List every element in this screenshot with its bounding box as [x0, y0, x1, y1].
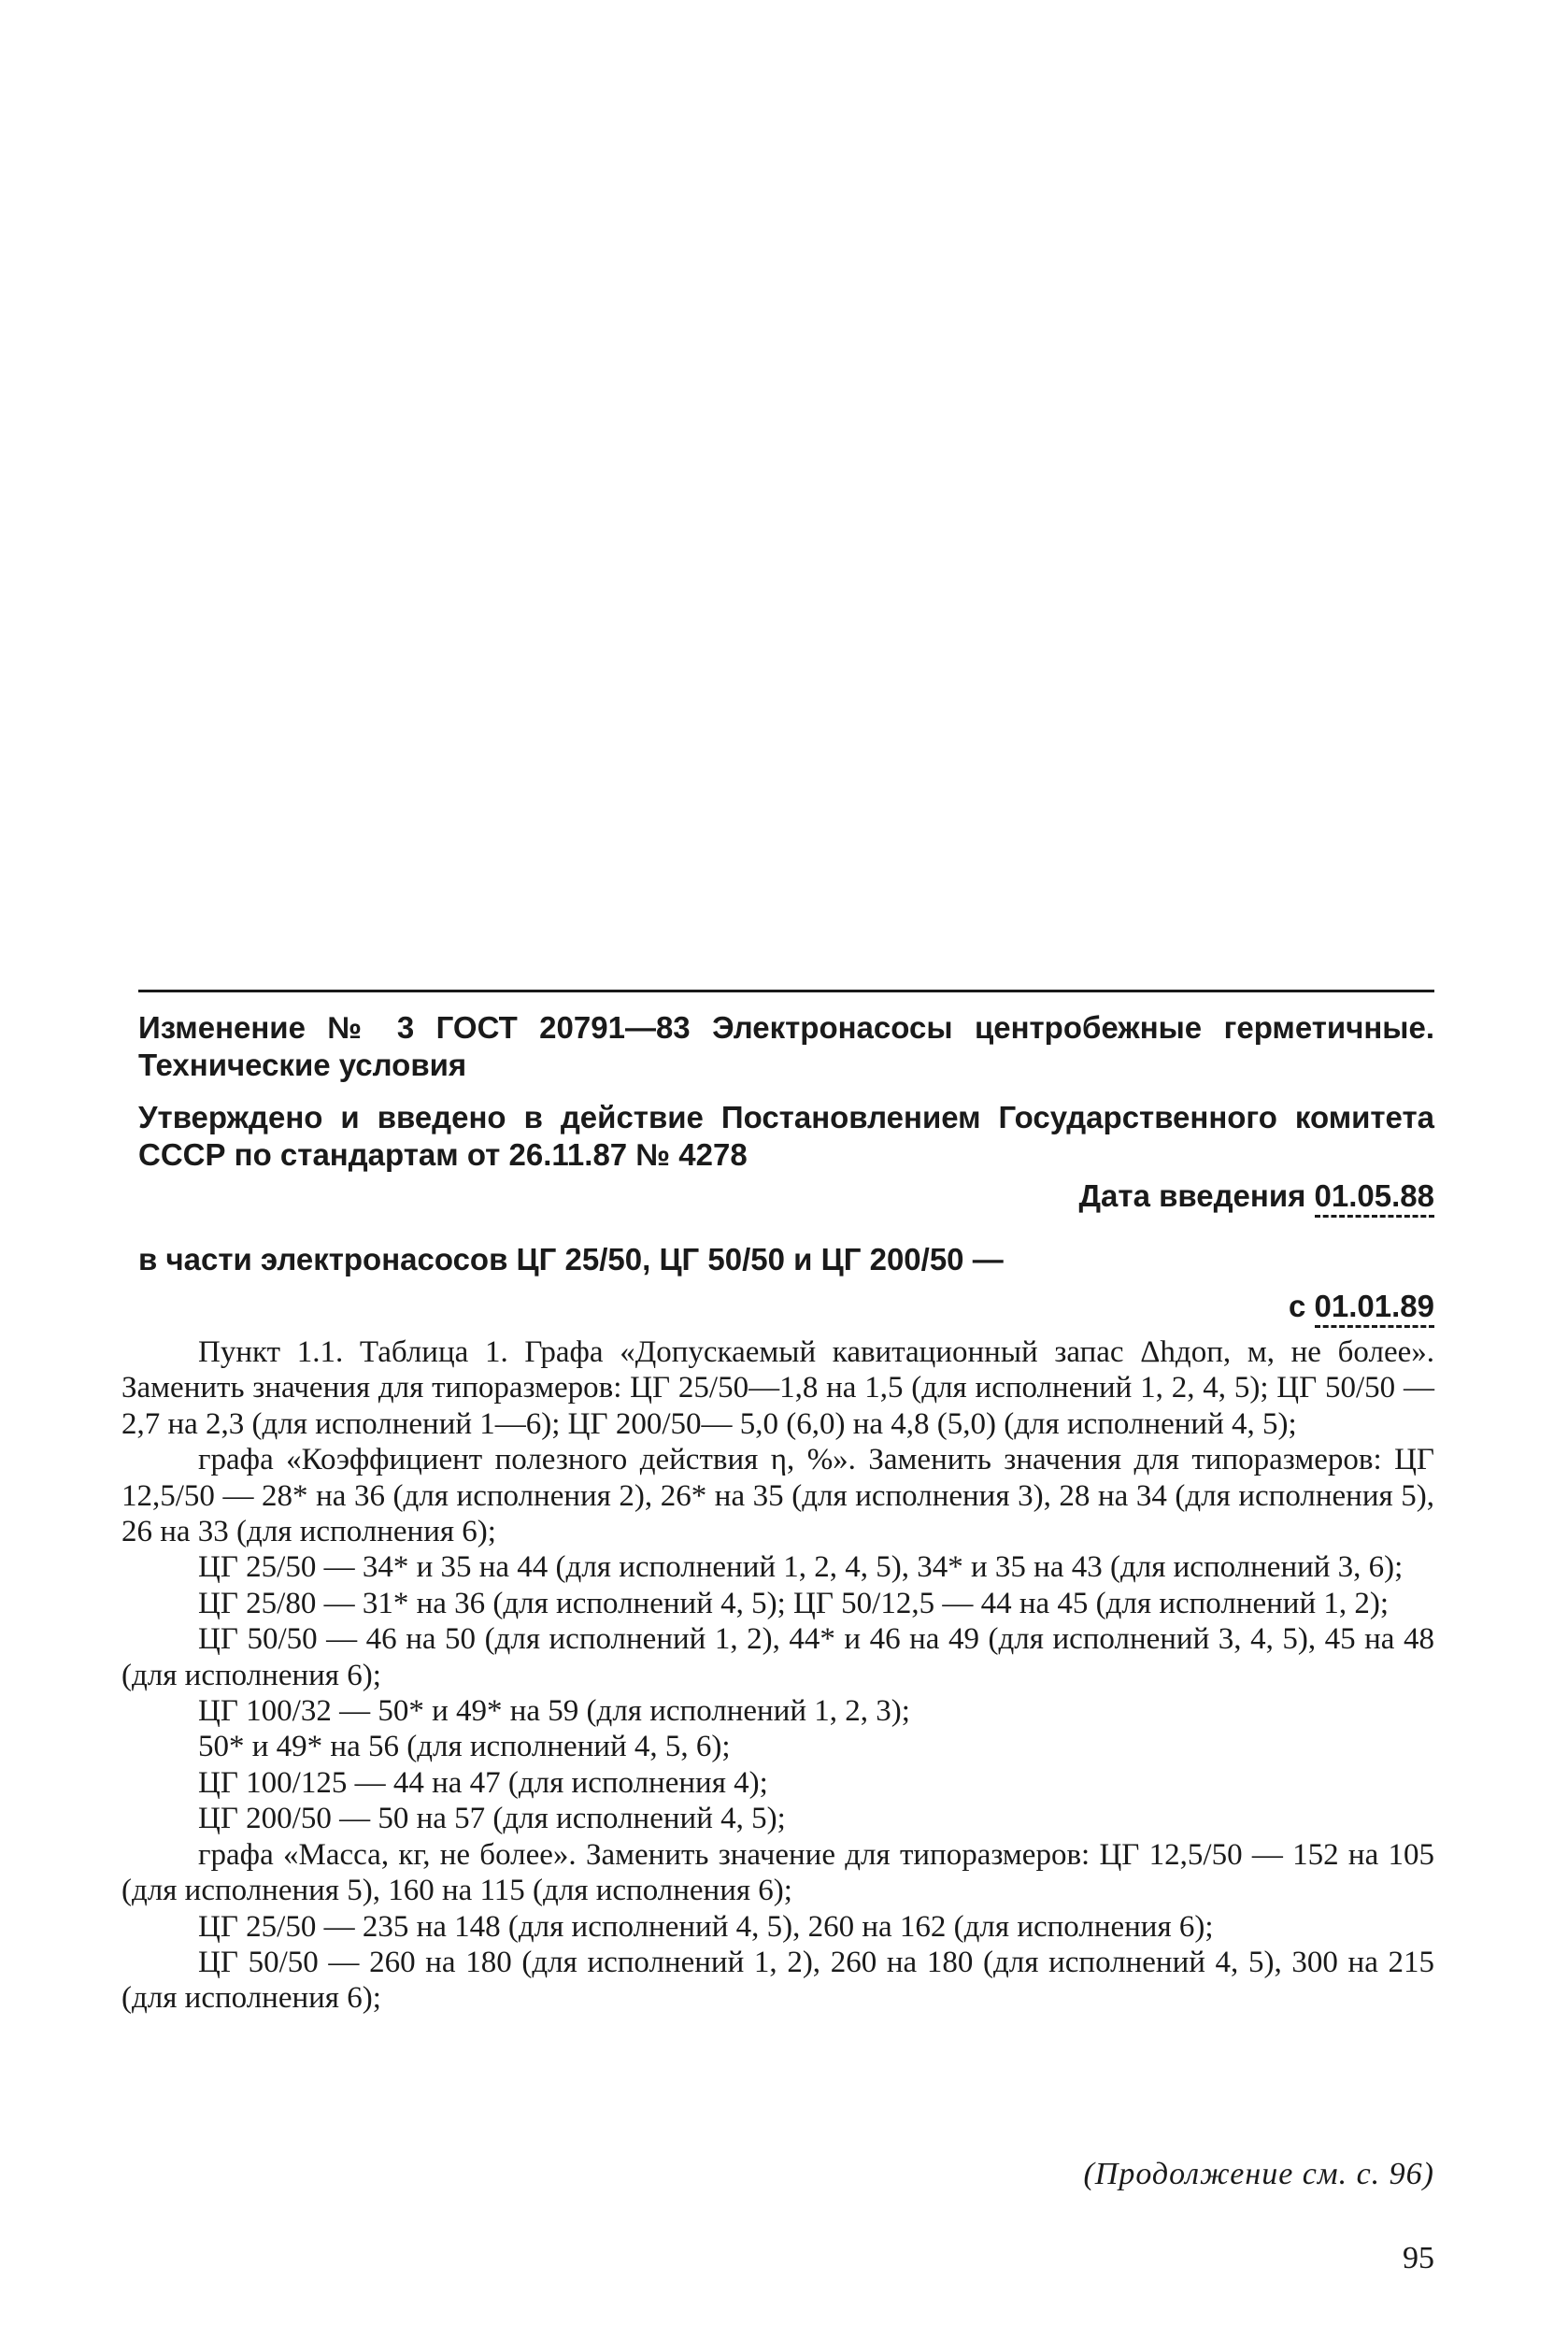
- paragraph: ЦГ 200/50 — 50 на 57 (для исполнений 4, 5);: [198, 1802, 786, 1836]
- paragraph: ЦГ 25/80 — 31* на 36 (для исполнений 4, 5); ЦГ 50/12,5 — 44 на 45 (для исполнений 1, 2);: [198, 1586, 1390, 1620]
- introduction-date: [138, 1177, 1434, 1215]
- paragraph: ЦГ 25/50 — 235 на 148 (для исполнений 4, 5), 260 на 162 (для исполнения 6);: [198, 1909, 1214, 1944]
- paragraph: Пункт 1.1. Таблица 1. Графа «Допускаемый кавитационный запас Δhдоп, м, не более». Заменить значения для типоразмеров: ЦГ 25/50—1,8 на 1,5 (для исполнений 1, 2, 4, 5); ЦГ 50/50 — 2,7 на 2,3 (для исполнений 1—6); ЦГ 200/50— 5,0 (6,0) на 4,8 (5,0) (для исполнений 4, 5);: [121, 1335, 1434, 1441]
- amendment-title: Изменение № 3 ГОСТ 20791—83 Электронасосы центробежные герметичные. Технические условия: [138, 1010, 1434, 1082]
- introduction-date-value: 01.05.88: [1315, 1178, 1434, 1218]
- partial-scope-date-prefix: с: [1289, 1289, 1306, 1323]
- partial-scope-date-value: 01.01.89: [1315, 1289, 1434, 1328]
- paragraph: 50* и 49* на 56 (для исполнений 4, 5, 6);: [198, 1730, 731, 1764]
- amendment-body: [121, 1334, 1434, 2017]
- paragraph: ЦГ 25/50 — 34* и 35 на 44 (для исполнений 1, 2, 4, 5), 34* и 35 на 43 (для исполнений 3, 6);: [198, 1550, 1404, 1585]
- paragraph: ЦГ 100/125 — 44 на 47 (для исполнения 4);: [198, 1765, 768, 1800]
- top-rule: [138, 990, 1434, 992]
- amendment-header: [138, 998, 1434, 1325]
- paragraph: графа «Масса, кг, не более». Заменить значение для типоразмеров: ЦГ 12,5/50 — 152 на 105 (для исполнения 5), 160 на 115 (для исполнения 6);: [121, 1837, 1434, 1908]
- introduction-date-label: Дата введения: [1078, 1178, 1306, 1213]
- paragraph: ЦГ 100/32 — 50* и 49* на 59 (для исполнений 1, 2, 3);: [198, 1694, 910, 1729]
- partial-scope-text: в части электронасосов ЦГ 25/50, ЦГ 50/50 и ЦГ 200/50 —: [138, 1242, 1004, 1276]
- paragraph: графа «Коэффициент полезного действия η, %». Заменить значения для типоразмеров: ЦГ 12,5/50 — 28* на 36 (для исполнения 2), 26* на 35 (для исполнения 3), 28 на 34 (для исполнения 5), 26 на 33 (для исполнения 6);: [121, 1443, 1434, 1549]
- approval-statement: Утверждено и введено в действие Постановлением Государственного комитета СССР по стандартам от 26.11.87 № 4278: [138, 1100, 1434, 1172]
- page-number: 95: [1403, 2241, 1434, 2275]
- paragraph: ЦГ 50/50 — 46 на 50 (для исполнений 1, 2), 44* и 46 на 49 (для исполнений 3, 4, 5), 45 на 48 (для исполнения 6);: [121, 1622, 1434, 1692]
- continuation-note: (Продолжение см. с. 96): [1083, 2157, 1434, 2191]
- paragraph: ЦГ 50/50 — 260 на 180 (для исполнений 1, 2), 260 на 180 (для исполнений 4, 5), 300 на 215 (для исполнения 6);: [121, 1945, 1434, 2016]
- partial-scope-date: [138, 1288, 1434, 1325]
